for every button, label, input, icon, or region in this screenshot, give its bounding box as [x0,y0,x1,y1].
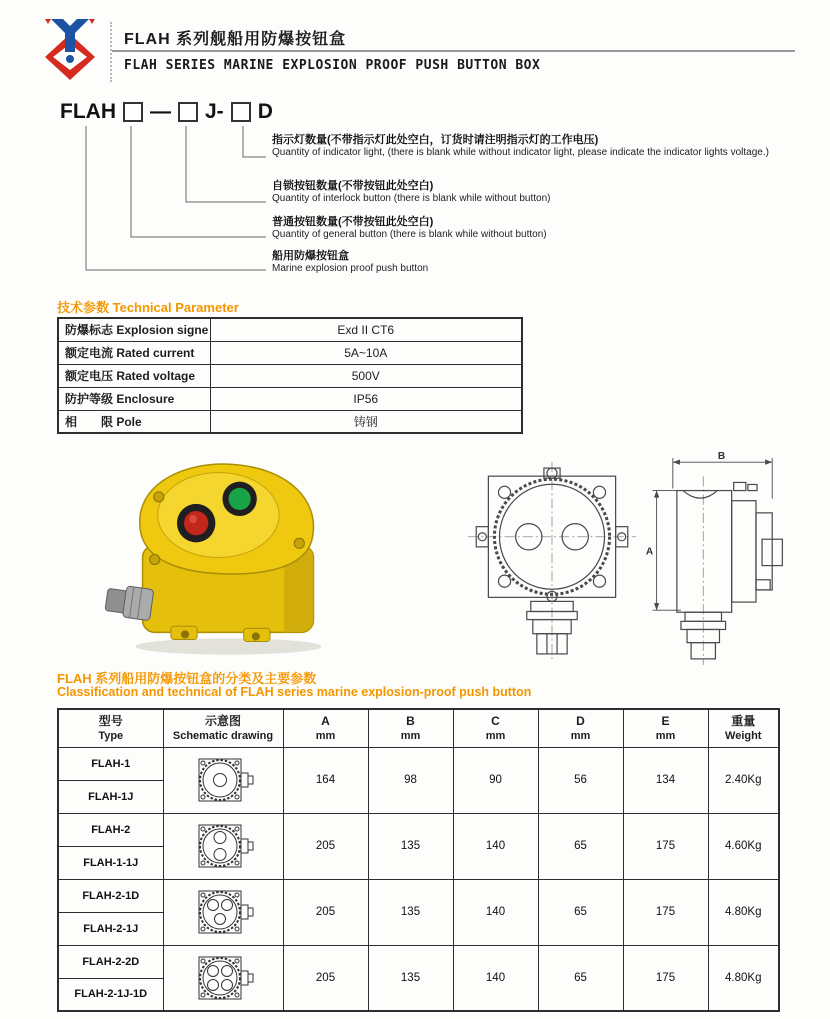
tech-params-heading: 技术参数 Technical Parameter [57,300,239,315]
annotation-en: Quantity of indicator light, (there is blank while without indicator light, please indicate the indicator lights voltage.) [272,147,769,158]
col-header-a: A mm [283,709,368,747]
type-cell: FLAH-2-1J-1D [58,978,163,1011]
annotation-zh: 普通按钮数量(不带按钮此处空白) [272,216,434,228]
model-box-2 [178,102,198,122]
weight-value: 4.80Kg [708,945,779,1011]
model-box-1 [123,102,143,122]
drawing-front-view-icon [466,460,638,662]
dim-label-b: B [717,451,726,463]
table-header-row [58,709,779,747]
param-value: Exd II CT6 [210,318,522,341]
table-row [58,945,779,978]
annotation-zh: 自锁按钮数量(不带按钮此处空白) [272,180,434,192]
weight-value: 4.80Kg [708,879,779,945]
schematic-4-button-icon [187,951,259,1005]
model-box-3 [231,102,251,122]
type-cell: FLAH-1J [58,780,163,813]
type-cell: FLAH-2-1J [58,912,163,945]
dim-c-value: 140 [453,879,538,945]
dim-c-value: 140 [453,945,538,1011]
dim-a-value: 205 [283,945,368,1011]
param-label: 额定电流 Rated current [58,341,210,364]
page-title-zh: FLAH 系列舰船用防爆按钮盒 [124,31,347,48]
type-cell: FLAH-1-1J [58,846,163,879]
dim-label-a: A [645,546,654,558]
param-label: 防护等级 Enclosure [58,387,210,410]
annotation-en: Marine explosion proof push button [272,263,429,274]
company-logo-icon [38,16,102,82]
param-label: 额定电压 Rated voltage [58,364,210,387]
model-suffix-d: D [257,100,273,123]
model-suffix-j: J- [205,100,224,123]
header-divider [110,22,112,82]
model-annotation [272,134,824,159]
param-label: 防爆标志 Explosion signe [58,318,210,341]
weight-value: 2.40Kg [708,747,779,813]
dim-b-value: 135 [368,945,453,1011]
col-header-e: E mm [623,709,708,747]
type-cell: FLAH-2 [58,813,163,846]
annotation-zh: 指示灯数量(不带指示灯此处空白，订货时请注明指示灯的工作电压) [272,134,599,146]
param-value: 5A~10A [210,341,522,364]
col-header-schematic: 示意图 Schematic drawing [163,709,283,747]
param-value: 500V [210,364,522,387]
col-header-b: B mm [368,709,453,747]
dim-c-value: 140 [453,813,538,879]
dim-d-value: 56 [538,747,623,813]
type-cell: FLAH-2-2D [58,945,163,978]
schematic-3-button-icon [187,885,259,939]
param-value: IP56 [210,387,522,410]
title-divider [112,50,795,52]
page-title-en: FLAH SERIES MARINE EXPLOSION PROOF PUSH BUTTON BOX [124,58,541,73]
dim-e-value: 175 [623,813,708,879]
dim-e-value: 175 [623,879,708,945]
schematic-1-button-icon [187,753,259,807]
dim-b-value: 135 [368,879,453,945]
classification-heading-zh: FLAH 系列船用防爆按钮盒的分类及主要参数 [57,671,317,686]
dim-e-value: 65 [538,945,623,1011]
model-annotation [272,250,824,275]
table-row [58,747,779,780]
annotation-en: Quantity of interlock button (there is blank while without button) [272,193,551,204]
param-value: 铸钢 [210,410,522,433]
product-photo-icon [92,452,360,660]
dim-d-value: 65 [538,879,623,945]
table-row [58,879,779,912]
dim-d-value: 65 [538,813,623,879]
dim-a-value: 164 [283,747,368,813]
classification-table [57,708,780,1012]
dim-a-value: 205 [283,813,368,879]
schematic-cell [163,813,283,879]
col-header-weight: 重量 Weight [708,709,779,747]
dim-e-value: 175 [623,945,708,1011]
model-annotation [272,216,824,241]
annotation-en: Quantity of general button (there is blank while without button) [272,229,547,240]
dim-e-value: 134 [623,747,708,813]
table-row [58,813,779,846]
tech-params-table [57,317,523,434]
dim-c-value: 90 [453,747,538,813]
col-header-c: C mm [453,709,538,747]
schematic-cell [163,747,283,813]
dim-b-value: 135 [368,813,453,879]
type-cell: FLAH-2-1D [58,879,163,912]
annotation-zh: 船用防爆按钮盒 [272,250,349,262]
schematic-2-button-icon [187,819,259,873]
model-prefix: FLAH [60,100,116,123]
col-header-d: D mm [538,709,623,747]
dim-b-value: 98 [368,747,453,813]
schematic-cell [163,879,283,945]
model-code-diagram [60,100,273,124]
drawing-side-view-icon [642,450,800,668]
weight-value: 4.60Kg [708,813,779,879]
type-cell: FLAH-1 [58,747,163,780]
schematic-cell [163,945,283,1011]
model-separator: — [150,100,171,123]
classification-heading-en: Classification and technical of FLAH series marine explosion-proof push button [57,685,532,699]
param-label: 相 限 Pole [58,410,210,433]
col-header-type: 型号 Type [58,709,163,747]
model-annotation [272,180,824,205]
dim-a-value: 205 [283,879,368,945]
